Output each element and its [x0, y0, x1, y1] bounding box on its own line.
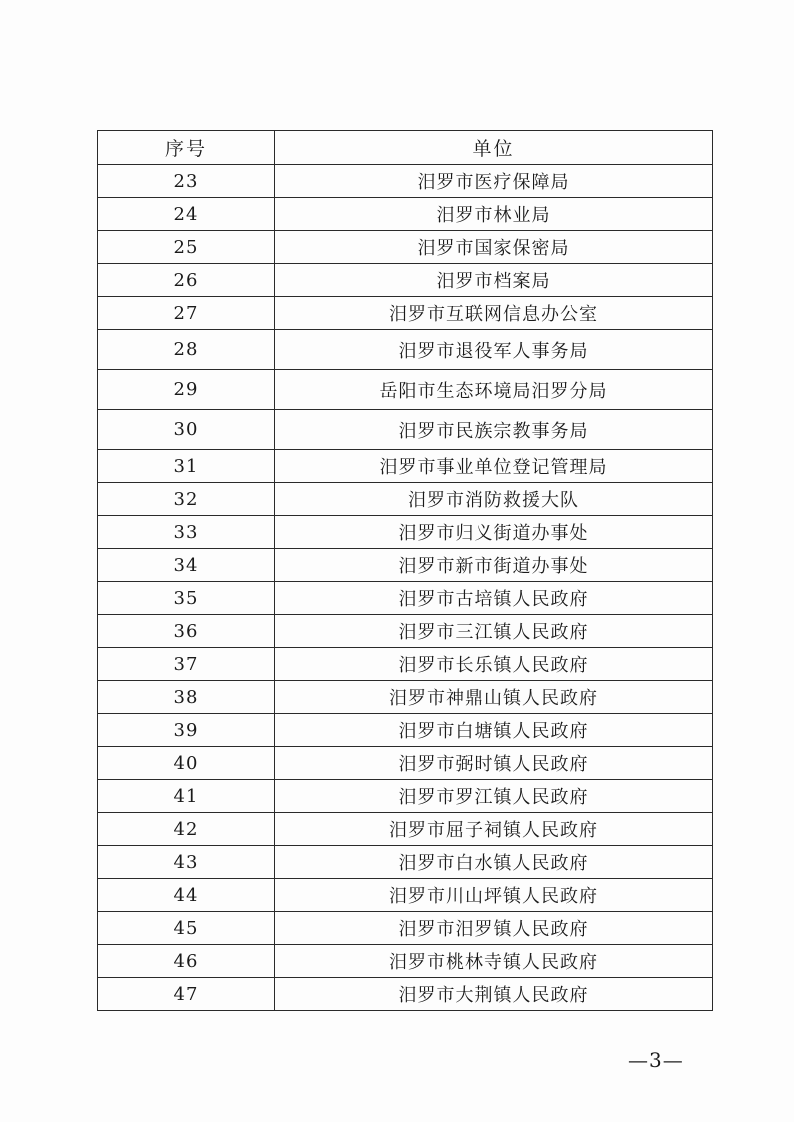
- row-unit: 汨罗市档案局: [275, 264, 713, 297]
- row-number: 24: [98, 198, 275, 231]
- table-row: [98, 714, 713, 747]
- row-number: 33: [98, 516, 275, 549]
- row-unit: 汨罗市桃林寺镇人民政府: [275, 945, 713, 978]
- row-number: 41: [98, 780, 275, 813]
- row-number: 43: [98, 846, 275, 879]
- row-unit: 汨罗市医疗保障局: [275, 165, 713, 198]
- table-row: [98, 945, 713, 978]
- row-unit: 汨罗市国家保密局: [275, 231, 713, 264]
- table-row: [98, 549, 713, 582]
- row-unit: 汨罗市罗江镇人民政府: [275, 780, 713, 813]
- header-number: 序号: [98, 131, 275, 165]
- table-row: [98, 483, 713, 516]
- row-unit: 汨罗市消防救援大队: [275, 483, 713, 516]
- row-number: 27: [98, 297, 275, 330]
- row-number: 44: [98, 879, 275, 912]
- row-unit: 汨罗市新市街道办事处: [275, 549, 713, 582]
- row-unit: 汨罗市事业单位登记管理局: [275, 450, 713, 483]
- table-row: [98, 297, 713, 330]
- row-unit: 汨罗市退役军人事务局: [275, 330, 713, 370]
- table-row: [98, 615, 713, 648]
- page-number: —3—: [628, 1048, 684, 1072]
- row-number: 45: [98, 912, 275, 945]
- row-number: 46: [98, 945, 275, 978]
- table-row: [98, 978, 713, 1011]
- row-unit: 汨罗市神鼎山镇人民政府: [275, 681, 713, 714]
- row-unit: 岳阳市生态环境局汨罗分局: [275, 370, 713, 410]
- row-unit: 汨罗市三江镇人民政府: [275, 615, 713, 648]
- row-unit: 汨罗市林业局: [275, 198, 713, 231]
- unit-list-table: [97, 130, 713, 1011]
- row-number: 29: [98, 370, 275, 410]
- row-number: 40: [98, 747, 275, 780]
- row-unit: 汨罗市汨罗镇人民政府: [275, 912, 713, 945]
- table-row: [98, 198, 713, 231]
- row-number: 30: [98, 410, 275, 450]
- row-number: 47: [98, 978, 275, 1011]
- table-row: [98, 681, 713, 714]
- row-number: 35: [98, 582, 275, 615]
- row-unit: 汨罗市民族宗教事务局: [275, 410, 713, 450]
- table-row: [98, 370, 713, 410]
- row-number: 34: [98, 549, 275, 582]
- row-unit: 汨罗市川山坪镇人民政府: [275, 879, 713, 912]
- table-row: [98, 648, 713, 681]
- table-row: [98, 165, 713, 198]
- row-unit: 汨罗市弼时镇人民政府: [275, 747, 713, 780]
- row-number: 36: [98, 615, 275, 648]
- row-unit: 汨罗市古培镇人民政府: [275, 582, 713, 615]
- row-unit: 汨罗市屈子祠镇人民政府: [275, 813, 713, 846]
- table-row: [98, 747, 713, 780]
- table-row: [98, 846, 713, 879]
- row-unit: 汨罗市大荆镇人民政府: [275, 978, 713, 1011]
- row-unit: 汨罗市白塘镇人民政府: [275, 714, 713, 747]
- row-number: 26: [98, 264, 275, 297]
- table-row: [98, 912, 713, 945]
- table-row: [98, 879, 713, 912]
- row-unit: 汨罗市白水镇人民政府: [275, 846, 713, 879]
- table-row: [98, 780, 713, 813]
- table-row: [98, 813, 713, 846]
- row-number: 38: [98, 681, 275, 714]
- row-number: 28: [98, 330, 275, 370]
- row-number: 25: [98, 231, 275, 264]
- table-row: [98, 450, 713, 483]
- table-header-row: [98, 131, 713, 165]
- row-number: 32: [98, 483, 275, 516]
- table-row: [98, 516, 713, 549]
- table-row: [98, 330, 713, 370]
- row-unit: 汨罗市归义街道办事处: [275, 516, 713, 549]
- row-number: 42: [98, 813, 275, 846]
- row-number: 31: [98, 450, 275, 483]
- row-number: 39: [98, 714, 275, 747]
- table-row: [98, 582, 713, 615]
- table-row: [98, 410, 713, 450]
- row-unit: 汨罗市长乐镇人民政府: [275, 648, 713, 681]
- row-number: 23: [98, 165, 275, 198]
- table-row: [98, 264, 713, 297]
- table-row: [98, 231, 713, 264]
- row-number: 37: [98, 648, 275, 681]
- row-unit: 汨罗市互联网信息办公室: [275, 297, 713, 330]
- header-unit: 单位: [275, 131, 713, 165]
